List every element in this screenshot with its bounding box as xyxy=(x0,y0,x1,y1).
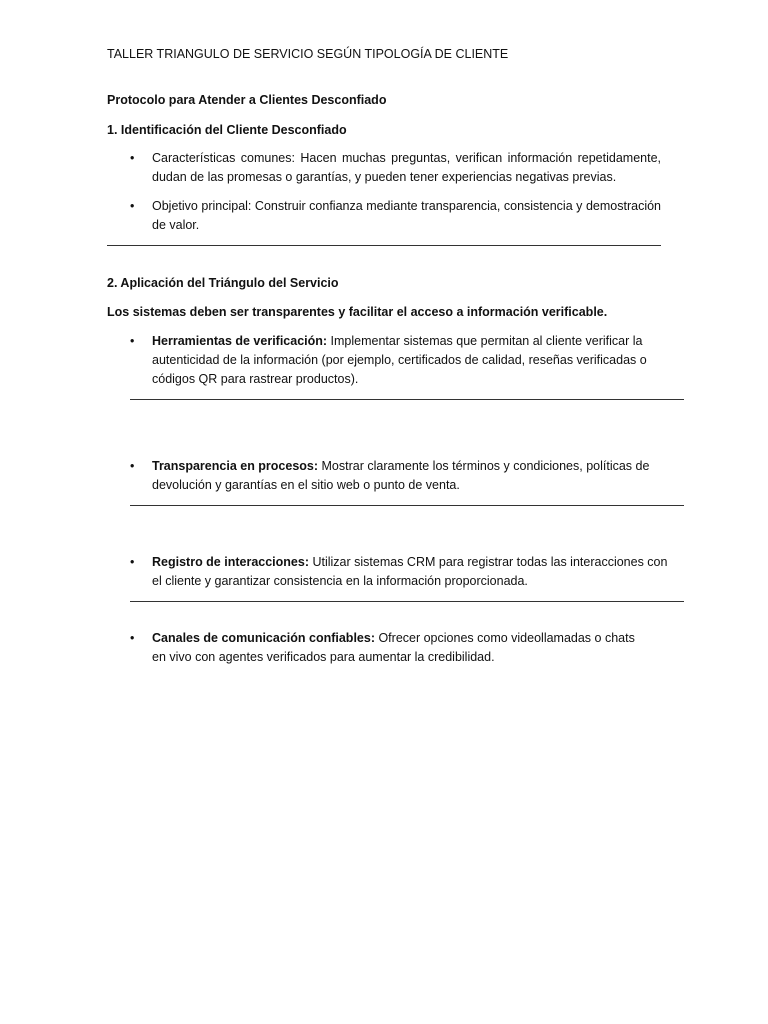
section2-subtitle: Los sistemas deben ser transparentes y facilitar el acceso a información verificable. xyxy=(107,305,608,319)
item-text: Mostrar claramente los términos y condiciones, políticas de devolución y garantías en el sitio web o punto de venta. xyxy=(152,459,650,492)
section2-title: 2. Aplicación del Triángulo del Servicio xyxy=(107,276,339,290)
divider xyxy=(130,399,684,400)
divider xyxy=(130,601,684,602)
section1-bullet-1: Características comunes: Hacen muchas preguntas, verifican información repetidamente, dudan de las promesas o garantías, y pueden tener experiencias negativas previas. xyxy=(152,151,661,184)
section2-item-crm xyxy=(152,553,668,591)
item-label: Canales de comunicación confiables: xyxy=(152,631,375,645)
bullet-marker: • xyxy=(130,555,135,569)
bullet-marker: • xyxy=(130,459,135,473)
item-text: Ofrecer opciones como videollamadas o chats en vivo con agentes verificados para aumentar la credibilidad. xyxy=(152,631,635,664)
item-text: Utilizar sistemas CRM para registrar todas las interacciones con el cliente y garantizar consistencia en la información proporcionada. xyxy=(152,555,668,588)
item-label: Herramientas de verificación: xyxy=(152,334,328,348)
section2-item-transparency xyxy=(152,457,652,495)
item-label: Registro de interacciones: xyxy=(152,555,309,569)
bullet-marker: • xyxy=(130,151,135,165)
divider xyxy=(107,245,661,246)
section2-item-channels xyxy=(152,629,652,667)
divider xyxy=(130,505,684,506)
document-header: TALLER TRIANGULO DE SERVICIO SEGÚN TIPOLOGÍA DE CLIENTE xyxy=(107,47,509,61)
bullet-marker: • xyxy=(130,334,135,348)
item-text: Implementar sistemas que permitan al cliente verificar la autenticidad de la información (por ejemplo, certificados de calidad, reseñas verificadas o códigos QR para rastrear productos). xyxy=(152,334,647,386)
section1-bullet-2: Objetivo principal: Construir confianza mediante transparencia, consistencia y demostración de valor. xyxy=(152,199,661,232)
section1-title: 1. Identificación del Cliente Desconfiado xyxy=(107,123,347,137)
bullet-marker: • xyxy=(130,199,135,213)
item-label: Transparencia en procesos: xyxy=(152,459,319,473)
bullet-marker: • xyxy=(130,631,135,645)
protocol-title: Protocolo para Atender a Clientes Desconfiado xyxy=(107,93,387,107)
section2-item-verification xyxy=(152,332,672,389)
